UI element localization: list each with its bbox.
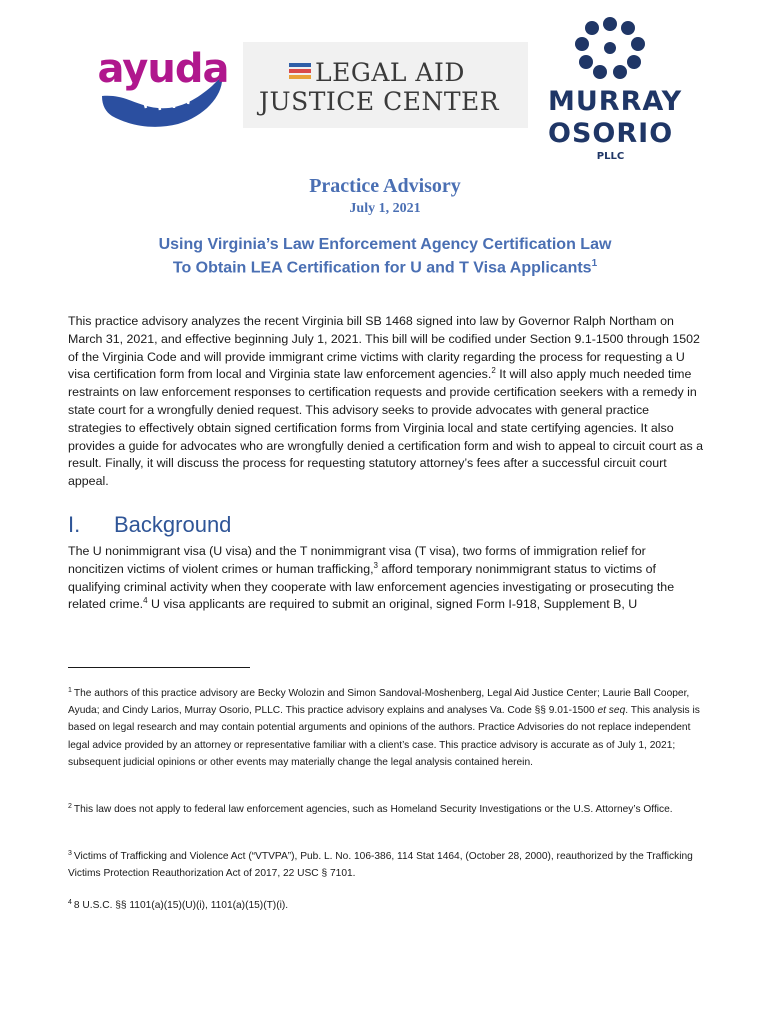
section-title: Background — [114, 512, 232, 537]
footnote-2-text: This law does not apply to federal law enforcement agencies, such as Homeland Security Investigations or the U.S. Attorney’s Office. — [73, 804, 673, 815]
background-part3: U visa applicants are required to submit an original, signed Form I-918, Supplement B, U — [147, 597, 638, 612]
footnote-ref-1[interactable]: 1 — [591, 258, 598, 269]
footnote-2-number: 2 — [68, 802, 72, 810]
murray-wordmark: MURRAY — [548, 86, 683, 117]
flag-icon — [289, 63, 311, 81]
footnote-1-text-b: . This analysis is based on legal research and may contain potential arguments and opinions of the authors. Practice Advisories do not replace independent legal advice provided by an attorney or representative familiar with a client’s case. This practice advisory is accurate as of July 1, 2021; subsequent judicial opinions or other events may materially change the legal analysis contained herein. — [68, 705, 700, 768]
lajc-line1: LEGAL AID — [315, 58, 465, 87]
heading-line2 — [0, 258, 770, 277]
footnote-1-emphasis: et seq — [597, 705, 626, 717]
osorio-wordmark: OSORIO — [548, 118, 674, 149]
ayuda-logo — [96, 36, 230, 132]
ayuda-wordmark: ayuda — [97, 46, 229, 92]
footnote-divider — [68, 667, 250, 668]
intro-part2: It will also apply much needed time restraints on law enforcement responses to certification requests and provide certification seekers with a remedy in state court for a wrongfully denied request. This advisory seeks to provide advocates with general practice strategies to effectively obtain signed certification forms from Virginia local and state certifying agencies. It also provides a guide for advocates who are wrongfully denied a certification form and wish to appeal to circuit court as a result. Finally, it will discuss the process for requesting statutory attorney’s fees after a successful circuit court appeal. — [68, 367, 704, 489]
footnote-1 — [68, 685, 704, 771]
heading-line2-text: To Obtain LEA Certification for U and T Visa Applicants — [172, 259, 592, 277]
background-part1: The U nonimmigrant visa (U visa) and the T nonimmigrant visa (T visa), two forms of immigration relief for noncitizen victims of violent crimes or human trafficking, — [68, 544, 646, 576]
footnote-4-text: 8 U.S.C. §§ 1101(a)(15)(U)(i), 1101(a)(15)(T)(i). — [73, 900, 289, 911]
footnote-1-number: 1 — [68, 686, 72, 694]
footnote-3-number: 3 — [68, 849, 72, 857]
footnote-3-text: Victims of Trafficking and Violence Act (“VTVPA”), Pub. L. No. 106-386, 114 Stat 1464, (October 28, 2000), reauthorized by the Trafficking Victims Protection Reauthorization Act of 2017, 22 USC § 7101. — [68, 851, 693, 880]
lajc-line2: JUSTICE CENTER — [259, 87, 500, 116]
legal-aid-justice-center-logo — [243, 42, 528, 128]
murray-osorio-logo — [548, 14, 683, 164]
footnote-4-number: 4 — [68, 898, 72, 906]
pllc-wordmark: PLLC — [596, 151, 625, 162]
footnote-3 — [68, 848, 704, 882]
document-title: Practice Advisory — [309, 175, 461, 197]
section-heading-background — [68, 512, 231, 538]
intro-part1: This practice advisory analyzes the recent Virginia bill SB 1468 signed into law by Governor Ralph Northam on March 31, 2021, and effective beginning July 1, 2021. This bill will be codified under Section 9.1-1500 through 1502 of the Virginia Code and will provide immigrant crime victims with clarity regarding the process for requesting a U visa certification form from local and Virginia state law enforcement agencies. — [68, 314, 700, 382]
document-date: July 1, 2021 — [349, 201, 421, 216]
footnote-2 — [68, 801, 704, 818]
footnote-1-text-a: The authors of this practice advisory are Becky Wolozin and Simon Sandoval-Moshenberg, Legal Aid Justice Center; Laurie Ball Cooper, Ayuda; and Cindy Larios, Murray Osorio, PLLC. This practice advisory explains and analyses Va. Code §§ 9.01-1500 — [68, 688, 690, 717]
background-paragraph — [68, 543, 704, 614]
footnote-ref-3[interactable]: 3 — [373, 560, 378, 570]
logo-header — [0, 0, 770, 165]
footnote-4 — [68, 897, 704, 914]
section-number: I. — [68, 512, 81, 537]
background-part2: afford temporary nonimmigrant status to victims of qualifying criminal activity when they cooperate with law enforcement agencies investigating or prosecuting the related crime. — [68, 561, 675, 612]
heading-line1: Using Virginia’s Law Enforcement Agency Certification Law — [158, 236, 612, 253]
footnote-ref-2[interactable]: 2 — [491, 366, 496, 376]
intro-paragraph — [68, 313, 704, 491]
dots-circle-icon — [548, 14, 673, 86]
footnote-ref-4[interactable]: 4 — [143, 596, 148, 606]
